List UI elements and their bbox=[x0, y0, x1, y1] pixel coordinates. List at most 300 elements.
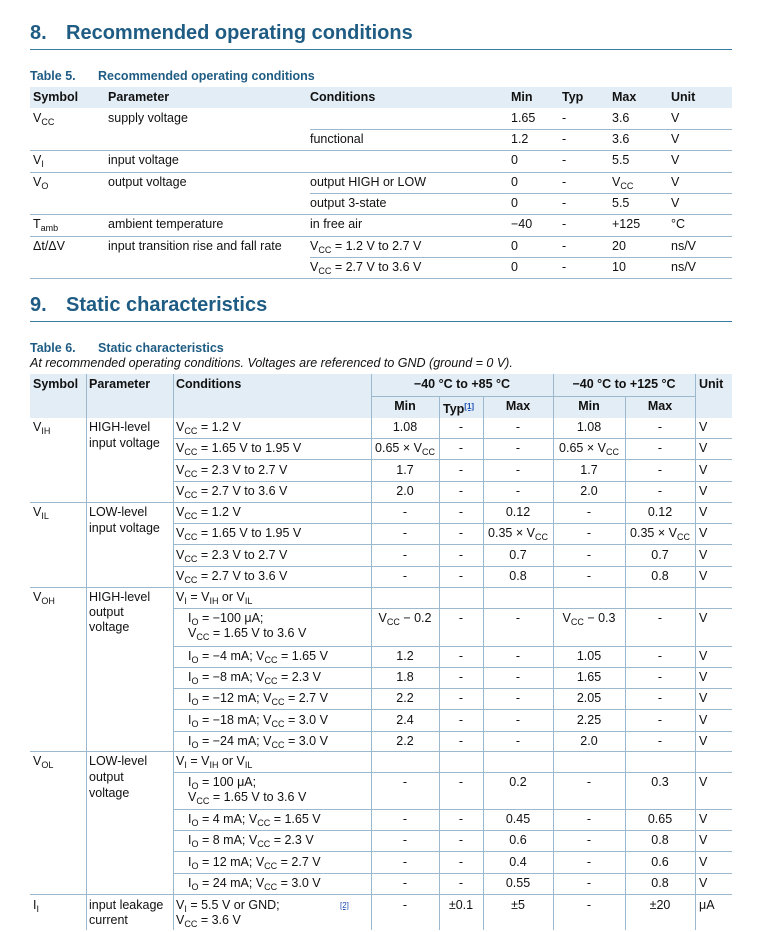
column-line bbox=[86, 418, 87, 930]
col-max: Max bbox=[505, 399, 531, 413]
min-125-cell: 1.08 bbox=[576, 420, 602, 434]
min2-cell: - bbox=[586, 775, 592, 789]
typ-cell: - bbox=[458, 483, 464, 498]
min-cell: - bbox=[402, 812, 408, 826]
subscript: CC bbox=[196, 632, 210, 642]
min-cell: - bbox=[402, 854, 408, 869]
unit-cell: V bbox=[699, 833, 708, 848]
unit-cell: V bbox=[699, 854, 708, 869]
subscript: CC bbox=[184, 574, 198, 585]
subscript: CC bbox=[620, 181, 634, 191]
col-min-125: Min bbox=[578, 399, 600, 413]
unit-cell: ns/V bbox=[671, 260, 697, 274]
col-max-125: Max bbox=[647, 399, 673, 413]
col-parameter: Parameter bbox=[108, 90, 170, 104]
subscript: CC bbox=[184, 532, 198, 543]
subscript: I bbox=[184, 904, 187, 914]
row-separator bbox=[30, 214, 732, 215]
col-symbol: Symbol bbox=[33, 90, 79, 104]
min-cell: - bbox=[402, 898, 408, 912]
parameter-cell: supply voltage bbox=[108, 111, 188, 125]
subscript: amb bbox=[40, 223, 59, 233]
conditions-cell: $V_{CC} = 1.65$ V to 1.95 V bbox=[176, 441, 302, 458]
max-cell: 0.45 bbox=[505, 812, 531, 826]
max-125-cell: 0.8 bbox=[651, 833, 669, 848]
row-separator bbox=[173, 438, 732, 439]
subscript: I bbox=[184, 596, 187, 606]
typ-cell: - bbox=[458, 854, 464, 869]
conditions-cell: $V_I = V_{IH}$ or $V_{IL}$ bbox=[176, 754, 253, 770]
parameter-cell: HIGH-level bbox=[89, 420, 151, 434]
subscript: CC bbox=[264, 860, 278, 871]
section-title: Recommended operating conditions bbox=[66, 22, 413, 44]
unit-cell: ns/V bbox=[671, 239, 697, 253]
col-typ: Typ bbox=[562, 90, 584, 104]
min-cell: - bbox=[402, 526, 408, 541]
conditions-cell: $V_{CC} = 1.65$ V to 3.6 V bbox=[188, 790, 307, 806]
max-cell: - bbox=[515, 441, 521, 456]
subscript: CC bbox=[570, 617, 584, 627]
min-cell: 2.2 bbox=[396, 733, 414, 748]
row-separator bbox=[173, 809, 732, 810]
parameter-cell: input voltage bbox=[108, 153, 179, 167]
min-cell: 0 bbox=[511, 175, 518, 189]
max2-cell: - bbox=[657, 420, 663, 434]
subscript: CC bbox=[184, 447, 198, 458]
subscript: O bbox=[191, 881, 199, 892]
min-cell: 0 bbox=[511, 260, 518, 274]
parameter-cell: current bbox=[89, 913, 128, 927]
row-separator bbox=[30, 236, 732, 237]
symbol-cell: $V_I$ bbox=[33, 153, 44, 169]
subscript: O bbox=[191, 860, 199, 871]
table-title: Recommended operating conditions bbox=[98, 69, 315, 83]
min2-cell: - bbox=[586, 526, 592, 541]
subscript: CC bbox=[184, 553, 198, 564]
unit-cell: V bbox=[699, 462, 708, 477]
typ-cell: - bbox=[562, 217, 567, 231]
symbol-cell: $V_{OH}$ bbox=[33, 590, 55, 606]
col-conditions: Conditions bbox=[310, 90, 376, 104]
max-cell: - bbox=[515, 483, 521, 498]
unit-cell: V bbox=[699, 670, 708, 685]
col-min: Min bbox=[394, 399, 416, 413]
min-cell: 0 bbox=[511, 153, 518, 167]
col-min: Min bbox=[511, 90, 533, 104]
row-separator bbox=[173, 523, 732, 524]
conditions-cell: $V_I = 5.5$ V or GND; bbox=[176, 898, 280, 914]
typ-cell: - bbox=[562, 132, 567, 146]
min-125-cell: $0.65 \times V_{CC}$ bbox=[559, 441, 619, 458]
column-line bbox=[371, 418, 372, 930]
max2-cell: - bbox=[657, 483, 663, 498]
min-cell: - bbox=[402, 505, 408, 519]
typ-cell: - bbox=[458, 526, 464, 541]
min-cell: $0.65 \times V_{CC}$ bbox=[375, 441, 435, 458]
unit-cell: V bbox=[671, 153, 680, 167]
row-separator bbox=[310, 257, 732, 258]
row-separator bbox=[173, 688, 732, 689]
unit-cell: V bbox=[671, 132, 680, 146]
conditions-cell: $I_O = 24$ mA; $V_{CC} = 3.0$ V bbox=[188, 875, 321, 892]
subscript: CC bbox=[264, 676, 278, 687]
subscript: O bbox=[191, 818, 199, 828]
row-separator bbox=[30, 172, 732, 173]
unit-cell: V bbox=[699, 568, 708, 583]
subscript: O bbox=[191, 655, 199, 665]
conditions-cell: $I_O = -8$ mA; $V_{CC} = 2.3$ V bbox=[188, 670, 321, 687]
symbol-cell: $V_O$ bbox=[33, 175, 49, 191]
parameter-cell: ambient temperature bbox=[108, 217, 224, 231]
conditions-cell: $V_{CC} = 2.7$ V to 3.6 V bbox=[176, 568, 288, 585]
conditions-cell: $I_O = -100$ μA; bbox=[188, 611, 264, 627]
min-125-cell: 1.05 bbox=[576, 649, 602, 663]
row-separator bbox=[30, 894, 732, 895]
unit-cell: V bbox=[699, 547, 708, 562]
parameter-cell: voltage bbox=[89, 620, 130, 634]
parameter-cell: input leakage bbox=[89, 898, 164, 912]
table-label: Table 5. bbox=[30, 69, 76, 83]
col-typ: Typ[1] bbox=[443, 402, 475, 416]
col-parameter: Parameter bbox=[89, 377, 151, 391]
max-cell: 0.7 bbox=[509, 547, 527, 562]
parameter-cell: voltage bbox=[89, 786, 130, 800]
conditions-cell: $I_O = 100$ μA; bbox=[188, 775, 257, 791]
conditions-cell: $I_O = -24$ mA; $V_{CC} = 3.0$ V bbox=[188, 733, 328, 750]
max-cell: 5.5 bbox=[612, 153, 630, 167]
conditions-cell: $V_{CC} = 3.6$ V bbox=[176, 913, 241, 929]
max-cell: 0.55 bbox=[505, 875, 531, 890]
column-line bbox=[625, 418, 626, 930]
min-cell: 2.4 bbox=[396, 712, 414, 727]
table-5-caption bbox=[30, 69, 315, 83]
subscript: O bbox=[191, 697, 199, 708]
row-separator bbox=[30, 150, 732, 151]
typ-cell: - bbox=[458, 547, 464, 562]
min2-cell: - bbox=[586, 505, 592, 519]
section-title: Static characteristics bbox=[66, 294, 268, 316]
typ-cell: - bbox=[458, 733, 464, 748]
symbol-cell: $V_{CC}$ bbox=[33, 111, 55, 127]
subscript: CC bbox=[318, 266, 332, 276]
typ-cell: - bbox=[458, 462, 464, 477]
unit-cell: μA bbox=[699, 898, 715, 912]
section-8-heading bbox=[30, 22, 413, 45]
conditions-cell: $V_I = V_{IH}$ or $V_{IL}$ bbox=[176, 590, 253, 606]
subscript: CC bbox=[257, 818, 271, 828]
subscript: O bbox=[41, 181, 49, 191]
typ-cell: - bbox=[562, 175, 567, 189]
section-9-heading bbox=[30, 294, 267, 317]
subscript: I bbox=[41, 159, 44, 169]
typ-cell: - bbox=[458, 712, 464, 727]
heading-rule bbox=[30, 49, 732, 50]
unit-cell: V bbox=[699, 526, 708, 541]
col-unit: Unit bbox=[671, 90, 696, 104]
typ-cell: - bbox=[458, 568, 464, 583]
column-line bbox=[553, 418, 554, 930]
min-cell: - bbox=[402, 875, 408, 890]
subscript: IH bbox=[41, 426, 51, 436]
subscript: CC bbox=[184, 919, 198, 929]
row-separator bbox=[30, 278, 732, 279]
max-125-cell: 0.8 bbox=[651, 875, 669, 890]
max-cell: 0.6 bbox=[509, 833, 527, 848]
max-cell: 0.8 bbox=[509, 568, 527, 583]
max2-cell: - bbox=[657, 712, 663, 727]
typ-cell: - bbox=[458, 691, 464, 706]
max-cell: - bbox=[515, 420, 521, 434]
subscript: O bbox=[191, 781, 199, 791]
typ-cell: - bbox=[458, 875, 464, 890]
row-separator bbox=[173, 772, 732, 773]
parameter-cell: output voltage bbox=[108, 175, 187, 189]
max-cell: - bbox=[515, 712, 521, 727]
symbol-cell: $T_{amb}$ bbox=[33, 217, 59, 233]
subscript: CC bbox=[184, 468, 198, 479]
column-line bbox=[483, 418, 484, 930]
row-separator bbox=[173, 544, 732, 545]
subscript: IL bbox=[244, 596, 253, 606]
row-separator bbox=[173, 709, 732, 710]
min-cell: - bbox=[402, 833, 408, 848]
subscript: CC bbox=[41, 117, 55, 127]
min-125-cell: 2.0 bbox=[580, 483, 598, 498]
subscript: I bbox=[36, 904, 39, 914]
conditions-cell: $I_O = -12$ mA; $V_{CC} = 2.7$ V bbox=[188, 691, 328, 708]
subscript: IH bbox=[209, 760, 219, 770]
unit-cell: V bbox=[671, 175, 680, 189]
table-title: Static characteristics bbox=[98, 341, 224, 355]
symbol-cell: $V_{OL}$ bbox=[33, 754, 54, 770]
section-number: 8. bbox=[30, 22, 47, 44]
min-cell: 0 bbox=[511, 196, 518, 210]
typ-cell: - bbox=[458, 775, 464, 789]
min2-cell: - bbox=[586, 875, 592, 890]
max2-cell: - bbox=[657, 462, 663, 477]
max2-cell: - bbox=[657, 670, 663, 685]
parameter-cell: input voltage bbox=[89, 521, 160, 535]
subscript: O bbox=[191, 617, 199, 627]
typ-cell: - bbox=[458, 505, 464, 519]
min-125-cell: 2.05 bbox=[576, 691, 602, 706]
typ-cell: - bbox=[562, 239, 567, 253]
parameter-cell: input transition rise and fall rate bbox=[108, 239, 282, 253]
max-cell: - bbox=[515, 691, 521, 706]
table-6-caption bbox=[30, 341, 224, 355]
max-cell: 3.6 bbox=[612, 111, 630, 125]
subscript: O bbox=[191, 839, 199, 850]
max-cell: - bbox=[515, 611, 521, 625]
unit-cell: V bbox=[699, 420, 708, 434]
max-cell: ±5 bbox=[511, 898, 525, 912]
subscript: CC bbox=[534, 532, 548, 543]
col-unit: Unit bbox=[699, 377, 724, 391]
row-separator bbox=[173, 873, 732, 874]
conditions-cell: $V_{CC} = 2.7$ V to 3.6 V bbox=[176, 483, 288, 500]
max2-cell: - bbox=[657, 733, 663, 748]
typ-cell: - bbox=[458, 441, 464, 456]
max-125-cell: 0.8 bbox=[651, 568, 669, 583]
typ-cell: - bbox=[458, 812, 464, 826]
min-125-cell: 1.65 bbox=[576, 670, 602, 685]
conditions-cell: $I_O = -4$ mA; $V_{CC} = 1.65$ V bbox=[188, 649, 328, 665]
unit-cell: V bbox=[699, 649, 708, 663]
typ-cell: - bbox=[458, 611, 464, 625]
max-125-cell: 0.65 bbox=[647, 812, 673, 826]
conditions-cell: functional bbox=[310, 132, 364, 146]
col-symbol: Symbol bbox=[33, 377, 79, 391]
typ-cell: - bbox=[458, 649, 464, 663]
min-cell: 0 bbox=[511, 239, 518, 253]
max-125-cell: 0.6 bbox=[651, 854, 669, 869]
min-cell: 1.8 bbox=[396, 670, 414, 685]
unit-cell: V bbox=[699, 775, 708, 789]
min-125-cell: 1.7 bbox=[580, 462, 598, 477]
min-cell: - bbox=[402, 547, 408, 562]
conditions-cell: output 3-state bbox=[310, 196, 387, 210]
unit-cell: °C bbox=[671, 217, 686, 231]
subscript: CC bbox=[271, 739, 285, 750]
max-cell: $0.35 \times V_{CC}$ bbox=[488, 526, 548, 543]
max-cell: - bbox=[515, 733, 521, 748]
symbol-cell: $V_{IL}$ bbox=[33, 505, 49, 521]
unit-cell: V bbox=[699, 712, 708, 727]
table-6-note: At recommended operating conditions. Voltages are referenced to GND (ground = 0 V). bbox=[30, 356, 513, 370]
subscript: CC bbox=[184, 426, 198, 436]
min-cell: - bbox=[402, 568, 408, 583]
row-separator bbox=[173, 566, 732, 567]
unit-cell: V bbox=[699, 611, 708, 625]
typ-cell: - bbox=[458, 833, 464, 848]
conditions-cell: in free air bbox=[310, 217, 363, 231]
unit-cell: V bbox=[699, 812, 708, 826]
conditions-cell: $I_O = 4$ mA; $V_{CC} = 1.65$ V bbox=[188, 812, 321, 828]
subscript: CC bbox=[257, 839, 271, 850]
min-125-cell: - bbox=[586, 898, 592, 912]
max2-cell: - bbox=[657, 611, 663, 625]
max2-cell: - bbox=[657, 649, 663, 663]
max-cell: 3.6 bbox=[612, 132, 630, 146]
subscript: IH bbox=[209, 596, 219, 606]
subscript: CC bbox=[676, 532, 690, 543]
min-125-cell: 2.25 bbox=[576, 712, 602, 727]
max-cell: 0.2 bbox=[509, 775, 527, 789]
min-cell: - bbox=[402, 775, 408, 789]
max2-cell: - bbox=[657, 441, 663, 456]
symbol-cell: Δt/ΔV bbox=[33, 239, 65, 253]
table-label: Table 6. bbox=[30, 341, 76, 355]
min-cell: 1.7 bbox=[396, 462, 414, 477]
parameter-cell: input voltage bbox=[89, 436, 160, 450]
max-cell: - bbox=[515, 649, 521, 663]
row-separator bbox=[173, 667, 732, 668]
max-125-cell: 0.12 bbox=[647, 505, 673, 519]
subscript: O bbox=[191, 718, 199, 729]
col-conditions: Conditions bbox=[176, 377, 242, 391]
subscript: CC bbox=[196, 796, 210, 806]
conditions-cell: $I_O = 12$ mA; $V_{CC} = 2.7$ V bbox=[188, 854, 321, 871]
row-separator bbox=[173, 481, 732, 482]
min2-cell: - bbox=[586, 812, 592, 826]
row-separator bbox=[173, 608, 732, 609]
row-separator bbox=[30, 587, 732, 588]
conditions-cell: output HIGH or LOW bbox=[310, 175, 427, 189]
col-range-125: −40 °C to +125 °C bbox=[572, 377, 676, 391]
row-separator bbox=[173, 459, 732, 460]
conditions-cell: $V_{CC} = 2.3$ V to 2.7 V bbox=[176, 547, 288, 564]
min2-cell: - bbox=[586, 854, 592, 869]
subscript: CC bbox=[605, 447, 619, 458]
max2-cell: - bbox=[657, 691, 663, 706]
max-cell: +125 bbox=[612, 217, 641, 231]
subscript: CC bbox=[421, 447, 435, 458]
row-separator bbox=[310, 193, 732, 194]
min-125-cell: 2.0 bbox=[580, 733, 598, 748]
conditions-cell: $V_{CC} = 1.2$ V to 2.7 V bbox=[310, 239, 422, 255]
typ-cell: ±0.1 bbox=[448, 898, 474, 912]
conditions-cell: $V_{CC} = 1.2$ V bbox=[176, 505, 241, 521]
subscript: CC bbox=[264, 881, 278, 892]
min-125-cell: $V_{CC} - 0.3$ bbox=[562, 611, 616, 627]
footnote-link[interactable]: [2] bbox=[340, 901, 349, 910]
subscript: OH bbox=[41, 596, 55, 606]
conditions-cell: $V_{CC} = 1.65$ V to 1.95 V bbox=[176, 526, 302, 543]
parameter-cell: LOW-level bbox=[89, 754, 148, 768]
subscript: I bbox=[184, 760, 187, 770]
min2-cell: - bbox=[586, 547, 592, 562]
conditions-cell: $V_{CC} = 1.65$ V to 3.6 V bbox=[188, 626, 307, 642]
row-separator bbox=[310, 129, 732, 130]
max-cell: 0.4 bbox=[509, 854, 527, 869]
subscript: IL bbox=[244, 760, 253, 770]
row-separator bbox=[173, 830, 732, 831]
symbol-cell: $I_I$ bbox=[33, 898, 39, 914]
subscript: CC bbox=[386, 617, 400, 627]
subscript: CC bbox=[264, 655, 278, 665]
max-cell: 20 bbox=[612, 239, 626, 253]
conditions-cell: $I_O = -18$ mA; $V_{CC} = 3.0$ V bbox=[188, 712, 328, 729]
section-number: 9. bbox=[30, 294, 47, 316]
column-line bbox=[439, 418, 440, 930]
unit-cell: V bbox=[699, 441, 708, 456]
min-cell: 1.2 bbox=[396, 649, 414, 663]
min-cell: $V_{CC} - 0.2$ bbox=[378, 611, 432, 627]
unit-cell: V bbox=[699, 875, 708, 890]
parameter-cell: HIGH-level bbox=[89, 590, 151, 604]
max-125-cell: $0.35 \times V_{CC}$ bbox=[630, 526, 690, 543]
max-125-cell: 0.3 bbox=[651, 775, 669, 789]
row-separator bbox=[173, 731, 732, 732]
row-separator bbox=[30, 502, 732, 503]
min-cell: 2.2 bbox=[396, 691, 414, 706]
typ-footnote-link[interactable]: [1] bbox=[464, 402, 475, 411]
min-cell: 1.2 bbox=[511, 132, 529, 146]
unit-cell: V bbox=[671, 111, 680, 125]
parameter-cell: output bbox=[89, 770, 124, 784]
subscript: CC bbox=[184, 511, 198, 521]
subscript: CC bbox=[184, 489, 198, 500]
conditions-cell: $I_O = 8$ mA; $V_{CC} = 2.3$ V bbox=[188, 833, 314, 850]
min-cell: 1.08 bbox=[392, 420, 418, 434]
max-125-cell: 0.7 bbox=[651, 547, 669, 562]
heading-rule bbox=[30, 321, 732, 322]
subscript: CC bbox=[271, 718, 285, 729]
parameter-cell: output bbox=[89, 605, 124, 619]
conditions-cell: $V_{CC} = 2.3$ V to 2.7 V bbox=[176, 462, 288, 479]
max-cell: - bbox=[515, 462, 521, 477]
subscript: OL bbox=[41, 760, 54, 770]
